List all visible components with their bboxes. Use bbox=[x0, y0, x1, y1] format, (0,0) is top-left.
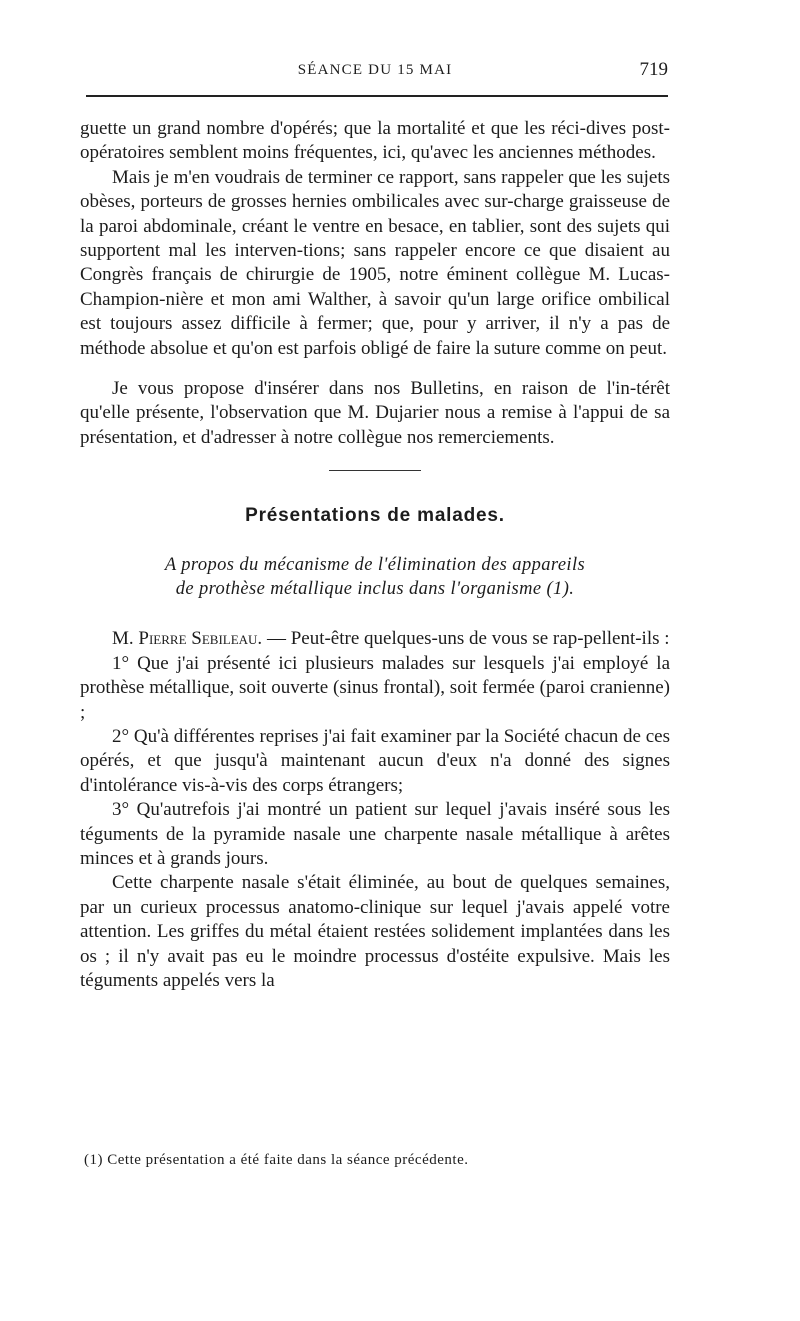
page-number: 719 bbox=[639, 59, 668, 80]
section-subtitle bbox=[80, 553, 670, 601]
subtitle-line-2: de prothèse métallique inclus dans l'organisme (1). bbox=[175, 579, 575, 600]
page-header bbox=[82, 58, 668, 88]
paragraph-obese-subjects: Mais je m'en voudrais de terminer ce rapport, sans rappeler que les sujets obèses, porteurs de grosses hernies ombilicales avec sur-charge graisseuse de la paroi abdominale, créant le ventre en besace, en tablier, sont des sujets qui supportent mal les interven-tions; sans rappeler encore ce que disaient au Congrès français de chirurgie de 1905, notre éminent collègue M. Lucas-Champion-nière et mon ami Walther, à savoir qu'un large orifice ombilical est toujours assez difficile à fermer; que, pour y arriver, il n'y a pas de méthode absolue et qu'on est parfois obligé de faire la suture comme on peut. bbox=[80, 166, 670, 359]
section-heading: Présentations de malades. bbox=[245, 505, 505, 527]
list-item-3: 3° Qu'autrefois j'ai montré un patient sur lequel j'avais inséré sous les téguments de la pyramide nasale une charpente nasale métallique à arêtes minces et à grands jours. bbox=[80, 799, 670, 869]
subtitle-line-1: A propos du mécanisme de l'élimination des appareils bbox=[164, 555, 586, 576]
paragraph-speaker-intro bbox=[80, 627, 670, 651]
list-item-2: 2° Qu'à différentes reprises j'ai fait examiner par la Société chacun de ces opérés, et que jusqu'à maintenant aucun d'eux n'a donné des signes d'intolérance vis-à-vis des corps étrangers; bbox=[80, 725, 670, 796]
header-rule bbox=[86, 95, 668, 97]
speaker-name: M. Pierre Sebileau. bbox=[112, 628, 263, 650]
paragraph-nasal-frame: Cette charpente nasale s'était éliminée, au bout de quelques semaines, par un curieux processus anatomo-clinique sur lequel j'avais appelé votre attention. Les griffes du métal étaient restées solidement implantées dans les os ; il n'y avait pas eu le moindre processus d'ostéite expulsive. Mais les téguments appelés vers la bbox=[80, 872, 670, 991]
footnote: (1) Cette présentation a été faite dans la séance précédente. bbox=[84, 1152, 469, 1168]
body-text bbox=[80, 117, 670, 993]
speaker-intro-text: — Peut-être quelques-uns de vous se rap-pellent-ils : bbox=[262, 628, 670, 650]
section-divider bbox=[329, 470, 421, 471]
paragraph-continuation: guette un grand nombre d'opérés; que la mortalité et que les réci-dives post-opératoires semblent moins fréquentes, ici, qu'avec les anciennes méthodes. bbox=[80, 118, 670, 164]
list-item-1: 1° Que j'ai présenté ici plusieurs malades sur lesquels j'ai employé la prothèse métallique, soit ouverte (sinus frontal), soit fermée (paroi cranienne) ; bbox=[80, 652, 670, 723]
running-title: SÉANCE DU 15 MAI bbox=[297, 62, 453, 78]
paragraph-proposal: Je vous propose d'insérer dans nos Bulletins, en raison de l'in-térêt qu'elle présente, l'observation que M. Dujarier nous a remise à l'appui de sa présentation, et d'adresser à notre collègue nos remerciements. bbox=[80, 378, 670, 448]
